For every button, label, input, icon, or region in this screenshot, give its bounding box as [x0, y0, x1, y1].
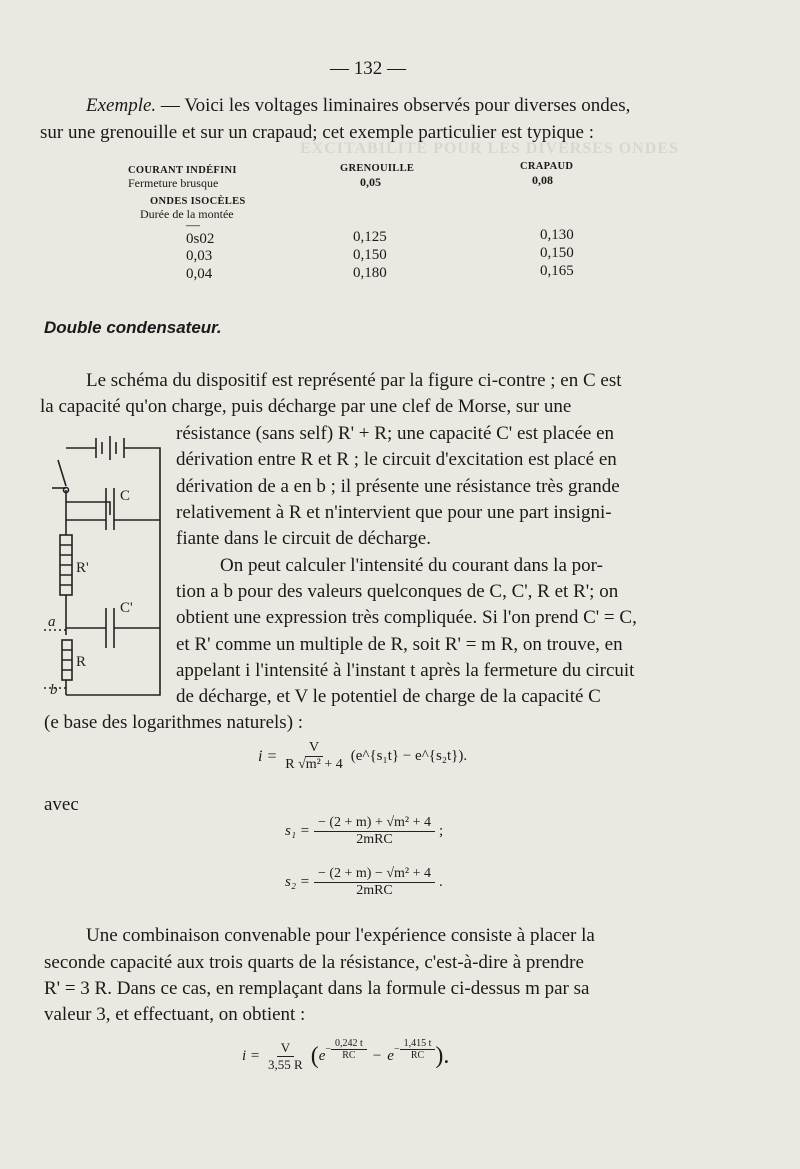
figure-label-r: R — [76, 654, 87, 670]
capacitor-c-wire-top — [66, 502, 110, 515]
eq-final-exp2: − $\frac{1,415 t}{RC}$ — [394, 1038, 435, 1061]
eq-final-e2: e — [387, 1048, 394, 1064]
key-lever — [58, 460, 66, 486]
eq-final-exp2-frac — [400, 1038, 436, 1061]
para1-line-1: Le schéma du dispositif est représenté par la figure ci-contre ; en C est — [86, 370, 622, 391]
section-title: Double condensateur. — [44, 318, 222, 337]
equation-s2 — [285, 866, 443, 899]
para2-side-line-6: de décharge, et V le potentiel de charge de la capacité C — [176, 686, 601, 707]
intro-line-1 — [86, 93, 630, 118]
intro-lead: Exemple. — [86, 95, 157, 116]
eq-final-exp1-num: 0,242 t — [331, 1038, 367, 1050]
resistor-r-ticks — [62, 650, 72, 670]
eq-final-num: V — [277, 1040, 294, 1057]
eq-s1-num: − (2 + m) + √m² + 4 — [314, 815, 435, 832]
avec-label: avec — [44, 794, 79, 815]
eq-final-exp1-frac — [331, 1038, 367, 1061]
figure-label-c-prime: C' — [120, 600, 133, 616]
eq-final-den: 3,55 R — [268, 1057, 303, 1072]
eq-s1-end: ; — [439, 823, 444, 839]
table-col2-value: 0,05 — [360, 175, 381, 189]
para3-line-2: seconde capacité aux trois quarts de la résistance, c'est-à-dire à prendre — [44, 952, 584, 973]
para3-line-4: valeur 3, et effectuant, on obtient : — [44, 1004, 306, 1025]
table-col1-subheader: Fermeture brusque — [128, 176, 219, 190]
eq-final-exp1: − $\frac{0,242 t}{RC}$ — [325, 1038, 366, 1061]
eq-s1-fraction — [314, 815, 435, 848]
eq-final-open-paren: ( — [310, 1043, 319, 1069]
table-row-1-crapaud: 0,130 — [540, 227, 574, 243]
table-row-2-duration: 0,03 — [186, 248, 213, 264]
eq-s1-lhs: s₁ = — [285, 823, 310, 839]
table-row-3-crapaud: 0,165 — [540, 263, 574, 279]
table-row-1-duration: 0s02 — [186, 231, 215, 247]
eq-final-e1: e — [318, 1048, 326, 1064]
eq1-lhs: i = — [258, 747, 278, 765]
eq-final-exp2-den: RC — [410, 1050, 425, 1061]
table-row-2-crapaud: 0,150 — [540, 245, 574, 261]
para1-side-line-4: relativement à R et n'intervient que pour une part insigni- — [176, 502, 612, 523]
eq-final-exp1-den: RC — [342, 1050, 356, 1061]
eq-final-fraction — [264, 1040, 307, 1073]
table-row-3-duration: 0,04 — [186, 266, 213, 282]
figure-label-c: C — [120, 488, 131, 504]
para2-side-line-4: et R' comme un multiple de R, soit R' = m R, on trouve, en — [176, 634, 623, 655]
figure-label-a: a — [48, 614, 56, 630]
table-sub-header: ONDES ISOCÈLES — [150, 196, 246, 207]
eq-s2-den: 2mRC — [356, 883, 393, 898]
table-col3-value: 0,08 — [532, 173, 553, 187]
eq-final-minus: − — [372, 1048, 382, 1064]
eq-s2-fraction — [314, 866, 435, 899]
eq1-rest: (e^{s₁t} − e^{s₂t}). — [350, 748, 468, 764]
eq-s1-den: 2mRC — [356, 832, 393, 847]
figure-label-r-prime: R' — [76, 560, 89, 576]
resistor-r-prime-ticks — [60, 545, 72, 585]
eq-s2-lhs: s₂ = — [285, 874, 310, 890]
eq-s2-num: − (2 + m) − √m² + 4 — [314, 866, 435, 883]
para1-side-line-5: fiante dans le circuit de décharge. — [176, 528, 431, 549]
eq1-num: V — [305, 740, 323, 757]
equation-1 — [258, 740, 467, 773]
eq-s2-end: . — [439, 874, 443, 890]
para1-line-2: la capacité qu'on charge, puis décharge par une clef de Morse, sur une — [40, 396, 572, 417]
para1-side-line-2: dérivation entre R et R ; le circuit d'excitation est placé en — [176, 449, 617, 470]
eq1-fraction — [281, 740, 347, 773]
table-sub-subheader: Durée de la montée — [140, 207, 234, 221]
circuit-diagram — [40, 430, 172, 700]
table-col2-header: GRENOUILLE — [340, 163, 415, 174]
para2-side-line-3: obtient une expression très compliquée. Si l'on prend C' = C, — [176, 607, 637, 628]
table-row-1-grenouille: 0,125 — [353, 229, 387, 245]
eq-final-lhs: i = — [242, 1048, 261, 1064]
equation-s1 — [285, 815, 443, 848]
para3-line-3: R' = 3 R. Dans ce cas, en remplaçant dans la formule ci-dessus m par sa — [44, 978, 590, 999]
table-col1-header: COURANT INDÉFINI — [128, 165, 237, 176]
para2-side-line-5: appelant i l'intensité à l'instant t après la fermeture du circuit — [176, 660, 635, 681]
eq-final-exp2-num: 1,415 t — [400, 1038, 436, 1050]
table-dash: — — [186, 218, 200, 233]
intro-line-2: sur une grenouille et sur un crapaud; cet exemple particulier est typique : — [40, 122, 594, 143]
figure-label-b: b — [50, 682, 58, 698]
table-row-2-grenouille: 0,150 — [353, 247, 387, 263]
intro-rest: — Voici les voltages liminaires observés pour diverses ondes, — [156, 95, 631, 116]
eq-final-close-paren: ). — [435, 1043, 450, 1069]
eq1-den: R √m² + 4 — [285, 757, 343, 772]
table-row-3-grenouille: 0,180 — [353, 265, 387, 281]
para2-side-line-2: tion a b pour des valeurs quelconques de C, C', R et R'; on — [176, 581, 619, 602]
page-number: — 132 — — [330, 58, 406, 79]
equation-final — [242, 1040, 449, 1073]
para1-side-line-1: résistance (sans self) R' + R; une capacité C' est placée en — [176, 423, 615, 444]
para2-side-line-1: On peut calculer l'intensité du courant dans la por- — [220, 555, 603, 576]
para3-line-1: Une combinaison convenable pour l'expérience consiste à placer la — [86, 925, 595, 946]
para2-end: (e base des logarithmes naturels) : — [44, 712, 304, 733]
bleed-through-title: EXCITABILITÉ POUR LES DIVERSES ONDES — [300, 140, 679, 157]
table-col3-header: CRAPAUD — [520, 161, 574, 172]
para1-side-line-3: dérivation de a en b ; il présente une résistance très grande — [176, 476, 620, 497]
